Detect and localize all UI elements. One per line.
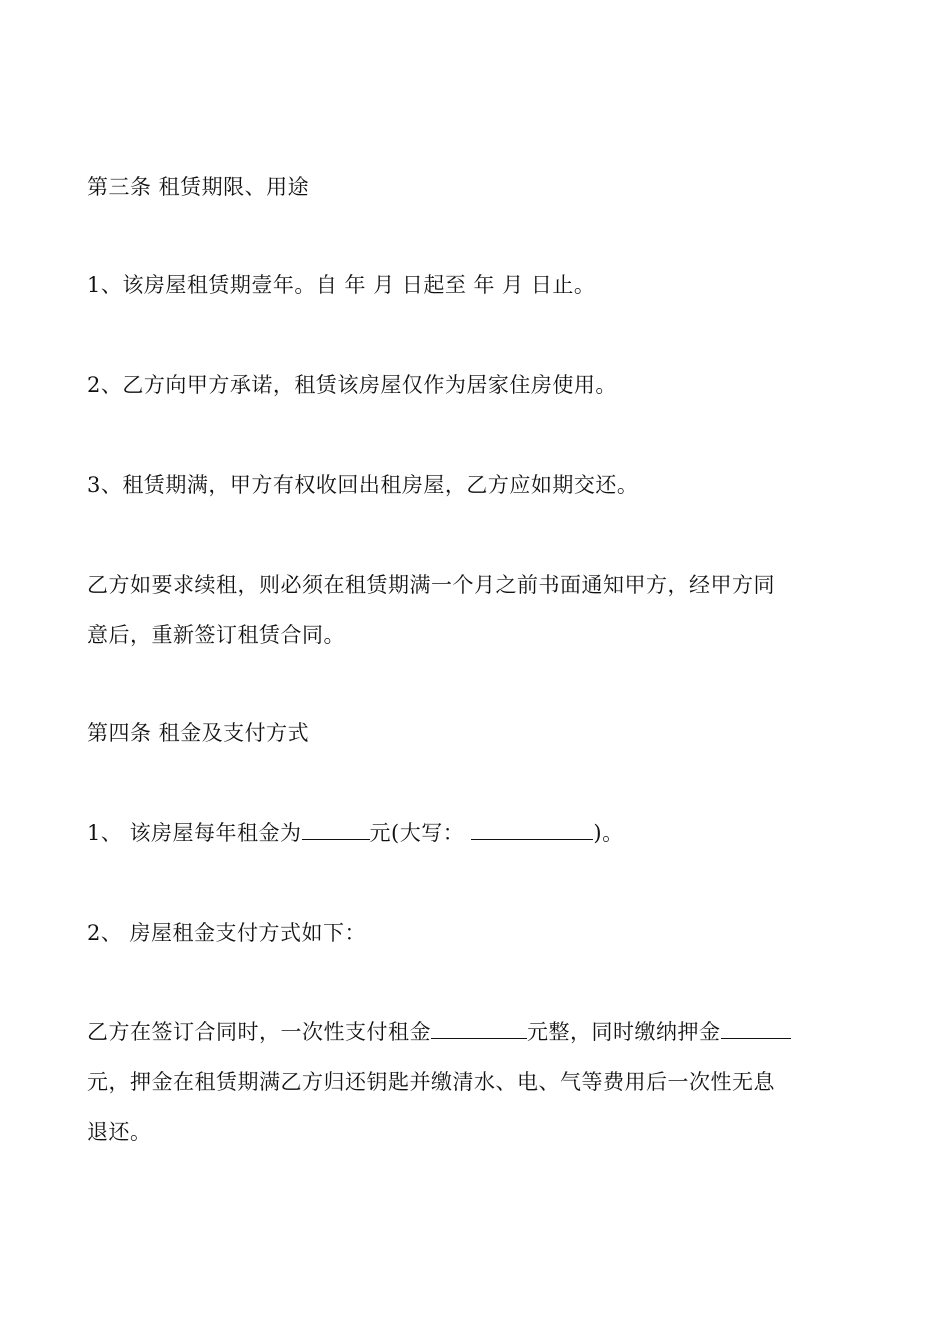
article-3-item-2: 2、乙方向甲方承诺，租赁该房屋仅作为居家住房使用。 bbox=[87, 373, 617, 397]
rent-uppercase-blank[interactable] bbox=[471, 821, 593, 840]
deposit-blank[interactable] bbox=[721, 1020, 791, 1039]
article-3-heading: 第三条 租赁期限、用途 bbox=[87, 175, 310, 199]
rent-payment-blank[interactable] bbox=[431, 1020, 527, 1039]
annual-rent-blank[interactable] bbox=[302, 821, 370, 840]
article-3-item-3: 3、租赁期满，甲方有权收回出租房屋，乙方应如期交还。 bbox=[87, 473, 639, 497]
payment-paragraph-line-2: 元，押金在租赁期满乙方归还钥匙并缴清水、电、气等费用后一次性无息 bbox=[87, 1070, 775, 1094]
rent-uppercase-label: 元(大写： bbox=[369, 821, 472, 845]
article-4-heading: 第四条 租金及支付方式 bbox=[87, 721, 310, 745]
payment-text-b: 元整，同时缴纳押金 bbox=[527, 1020, 721, 1044]
payment-paragraph-line-3: 退还。 bbox=[87, 1120, 152, 1144]
article-3-item-1: 1、该房屋租赁期壹年。自 年 月 日起至 年 月 日止。 bbox=[87, 273, 596, 297]
payment-text-a: 乙方在签订合同时，一次性支付租金 bbox=[87, 1020, 431, 1044]
article-4-item-2: 2、 房屋租金支付方式如下： bbox=[87, 921, 367, 945]
renewal-paragraph-line-1: 乙方如要求续租，则必须在租赁期满一个月之前书面通知甲方，经甲方同 bbox=[87, 573, 775, 597]
payment-paragraph-line-1 bbox=[87, 1020, 791, 1044]
rent-close: )。 bbox=[593, 821, 624, 845]
renewal-paragraph-line-2: 意后，重新签订租赁合同。 bbox=[87, 623, 345, 647]
article-4-item-1 bbox=[87, 821, 624, 845]
rent-label: 1、 该房屋每年租金为 bbox=[87, 821, 302, 845]
